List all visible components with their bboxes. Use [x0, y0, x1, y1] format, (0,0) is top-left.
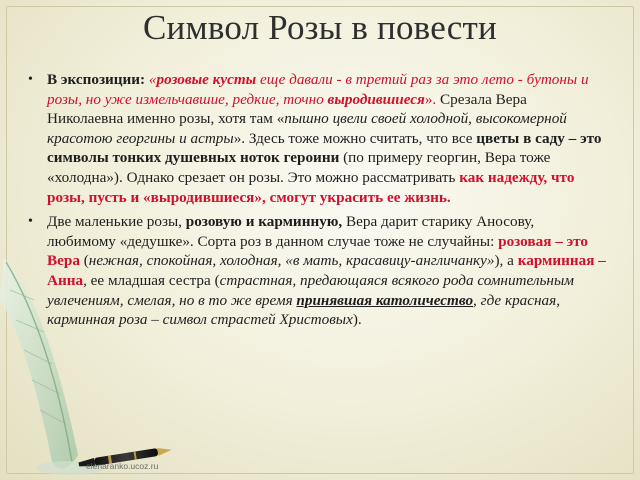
- quote-open: «: [148, 71, 157, 88]
- quote-red-roses: розовые кусты: [156, 71, 257, 88]
- quote-red-text: еще давали - в третий раз за это лето - бутоны и розы, но уже измельчавшие, редкие, точно: [47, 71, 589, 108]
- bold-catholicism: принявшая католичество: [296, 291, 474, 309]
- italic-anna-traits: страстная, предающаяся всякого рода сомнительным увлечениям, смелая, но в то же время: [47, 271, 574, 309]
- text-segment: ), а: [494, 252, 518, 270]
- quote-close: ».: [424, 90, 437, 108]
- label-exposition: В экспозиции:: [47, 71, 149, 88]
- slide-content: [28, 70, 606, 335]
- site-credit: elenaranko.ucoz.ru: [86, 461, 159, 471]
- red-pink-vera: розовая – это Вера: [47, 232, 589, 270]
- quote-red-degenerated: выродившиеся: [327, 90, 425, 108]
- text-segment: Срезала Вера Николаевна именно розы, хотя там «: [47, 90, 527, 128]
- red-carmine-anna: карминная – Анна: [47, 252, 606, 289]
- text-segment: ).: [352, 311, 362, 329]
- quote-dahlias: пышно цвели своей холодной, высокомерной красотою георгины и астры: [47, 110, 567, 147]
- text-segment: (: [79, 252, 89, 270]
- italic-christ-passion: , где красная, карминная роза – символ страстей Христовых: [47, 291, 560, 329]
- text-segment: ». Здесь тоже можно считать, что все: [233, 129, 477, 147]
- text-segment: Две маленькие розы,: [47, 213, 186, 231]
- italic-vera-traits: нежная, спокойная, холодная, «в мать, красавицу-англичанку»: [88, 252, 495, 270]
- bullet-icon: •: [28, 214, 33, 230]
- red-hope-text: как надежду, что розы, пусть и «выродившиеся», смогут украсить ее жизнь.: [47, 168, 575, 206]
- bullet-icon: •: [28, 72, 33, 87]
- text-segment: , ее младшая сестра (: [83, 271, 220, 289]
- text-segment: (по примеру георгин, Вера тоже «холодна»). Однако срезает он розы. Это можно рассматривать: [47, 149, 551, 186]
- text-segment: Вера дарит старику Аносову, любимому «дедушке». Сорта роз в данном случае тоже не случайны:: [47, 213, 535, 250]
- paragraph-two-roses: [28, 212, 606, 330]
- slide-title: Символ Розы в повести: [143, 8, 497, 47]
- bold-flowers-symbol: цветы в саду – это символы тонких душевных ноток героини: [47, 129, 602, 167]
- bold-pink-carmine: розовую и карминную,: [185, 213, 343, 231]
- paragraph-exposition: [28, 70, 606, 207]
